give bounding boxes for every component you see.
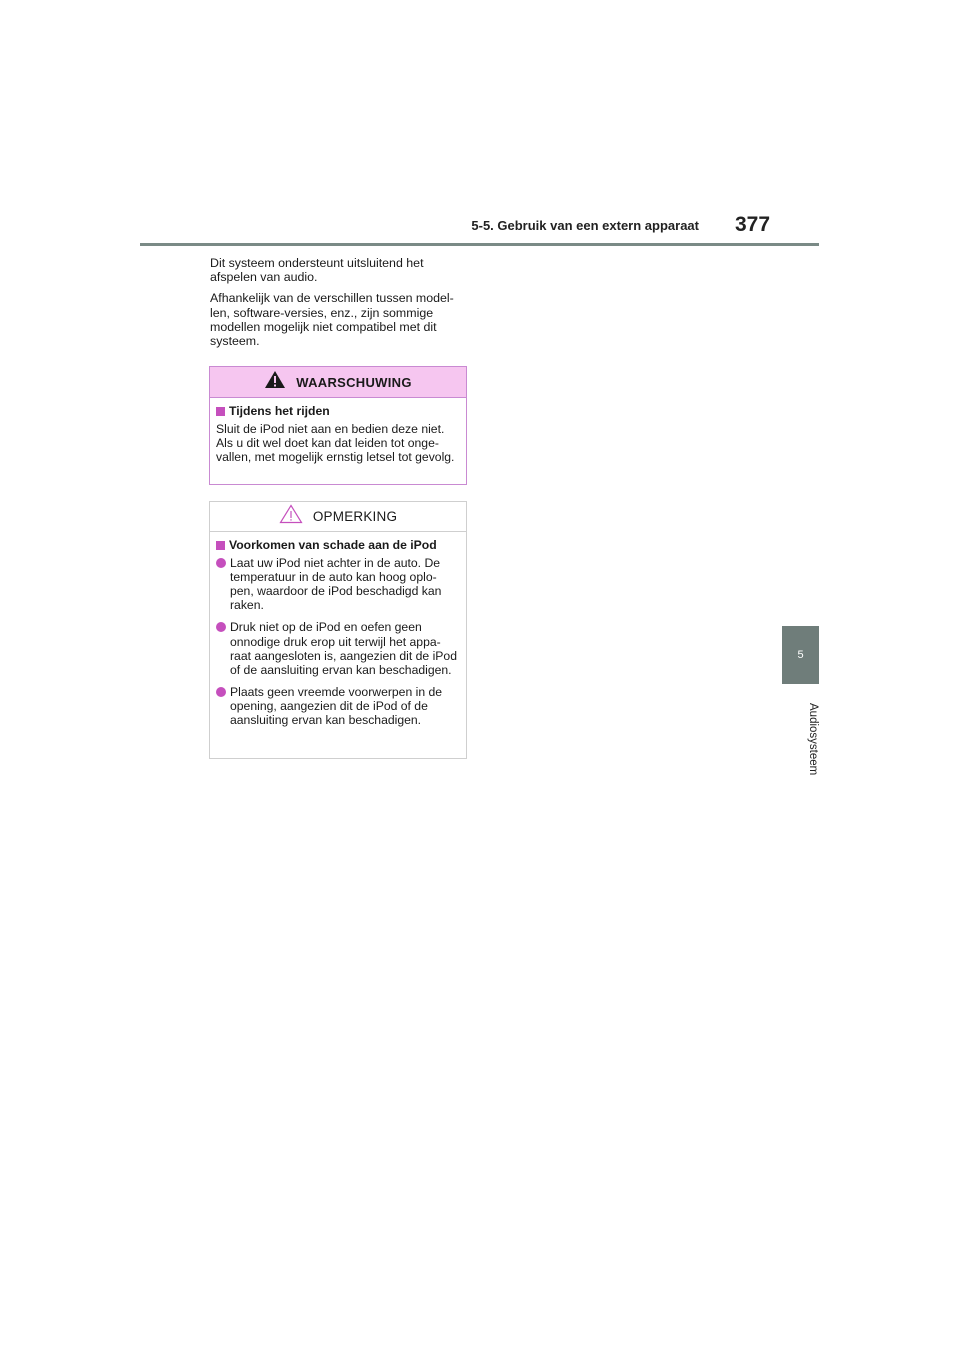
list-item (216, 620, 460, 676)
warning-box-header (210, 367, 466, 398)
warning-subheading (216, 404, 460, 418)
list-item (216, 685, 460, 727)
note-subheading (216, 538, 460, 552)
section-title: 5-5. Gebruik van een extern apparaat (471, 218, 699, 233)
warning-box-body (210, 398, 466, 464)
bullet-dot-icon (216, 687, 226, 697)
note-list (216, 556, 460, 727)
list-item-text: Plaats geen vreemde voorwerpen in de opening, aangezien dit de iPod of de aansluiting ervan kan beschadigen. (230, 684, 443, 728)
warning-box (209, 366, 467, 485)
chapter-number: 5 (797, 649, 804, 661)
list-item (216, 556, 460, 612)
warning-text: Sluit de iPod niet aan en bedien deze niet. Als u dit wel doet kan dat leiden tot onge-vallen, met mogelijk ernstig letsel tot gevolg. (216, 422, 455, 465)
bullet-dot-icon (216, 622, 226, 632)
bullet-dot-icon (216, 558, 226, 568)
note-box-header (210, 502, 466, 532)
chapter-label: Audiosysteem (807, 702, 819, 776)
list-item-text: Laat uw iPod niet achter in de auto. De temperatuur in de auto kan hoog oplo-pen, waardoor de iPod beschadigd kan raken. (230, 556, 442, 613)
intro-paragraph: Afhankelijk van de verschillen tussen model-len, software-versies, enz., zijn sommige modellen mogelijk niet compatibel met dit systeem. (210, 291, 454, 349)
warning-box-title: WAARSCHUWING (296, 374, 412, 390)
header-divider (140, 243, 819, 246)
square-bullet-icon (216, 407, 225, 416)
intro-paragraph: Dit systeem ondersteunt uitsluitend het afspelen van audio. (210, 256, 424, 285)
intro-text (210, 256, 472, 355)
page-number: 377 (735, 213, 771, 236)
warning-subheading-text: Tijdens het rijden (229, 404, 330, 418)
note-box (209, 501, 467, 759)
list-item-text: Druk niet op de iPod en oefen geen onnodige druk erop uit terwijl het appa-raat aangesloten is, aangezien dit de iPod of de aansluiting ervan kan beschadigen. (230, 620, 457, 677)
caution-outline-icon (279, 504, 303, 529)
warning-triangle-icon (264, 370, 286, 394)
note-box-title: OPMERKING (312, 509, 398, 524)
note-box-body (210, 532, 466, 727)
chapter-tab[interactable] (782, 626, 819, 684)
square-bullet-icon (216, 541, 225, 550)
note-subheading-text: Voorkomen van schade aan de iPod (229, 538, 437, 552)
